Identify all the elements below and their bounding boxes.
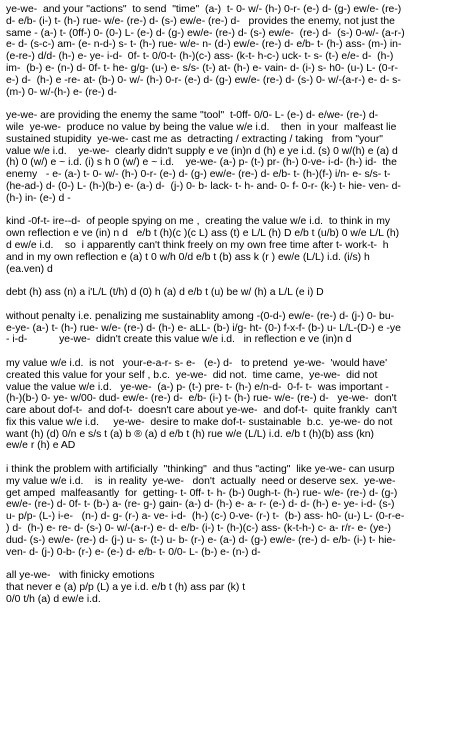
text-line: ye-we- and your "actions" to send "time" (a-) t- 0- w/- (h-) 0-r- (e-) d- (g-) ew/e- (re-) — [6, 4, 402, 15]
text-line: same - (a-) t- (0ff-) 0- (0-) L- (e-) d- (g-) ew/e- (re-) d- (s-) ew/e- (re-) d- (s-) 0-w/- (a-r-) — [6, 27, 405, 39]
text-line: e- d- (s-c-) am- (e- n-d-) s- t- (h-) rue- w/e- n- (d-) ew/e- (re-) d- e/b- t- (h-) ass- (m-) in- — [6, 39, 402, 51]
text-line: created this value for your self , b.c. ye-we- did not. time came, ye-we- did not — [6, 369, 378, 381]
text-line: my value w/e i.d. is not your-e-a-r- s- e- (e-) d- to pretend ye-we- 'would have' — [6, 357, 388, 369]
text-line: care about dof-t- and dof-t- doesn't care about ye-we- and dof-t- quite frankly can't — [6, 405, 397, 417]
text-line: sustained stupidity ye-we- cast me as detracting / extracting / taking from "your" — [6, 133, 383, 145]
text-line: enemy - e- (a-) t- 0- w/- (h-) 0-r- (e-) d- (g-) ew/e- (re-) d- e/b- t- (h-)(f-) i/n- e- s/s- t- — [6, 169, 391, 181]
paragraph — [6, 287, 470, 299]
text-line: (h-)(b-) 0- ye- w/00- dud- ew/e- (re-) d- e/b- (i-) t- (h-) rue- w/e- (re-) d- ye-we- don't — [6, 393, 397, 405]
text-line: fix this value w/e i.d. ye-we- desire to make dof-t- sustainable b.c. ye-we- do not — [6, 416, 393, 428]
text-line: - i-d- ye-we- didn't create this value w/e i.d. in reflection e ve (in)n d — [6, 334, 352, 346]
text-line: debt (h) ass (n) a i'L/L (t/h) d (0) h (a) d e/b t (u) be w/ (h) a L/L (e i) D — [6, 287, 324, 299]
text-line: that never e (a) p/p (L) a ye i.d. e/b t (h) ass par (k) t — [6, 582, 246, 594]
text-line: d ew/e i.d. so i apparently can't think freely on my own free time after t- work-t- h — [6, 239, 389, 251]
text-line: get amped malfeasantly for getting- t- 0ff- t- h- (b-) 0ugh-t- (h-) rue- w/e- (re-) d- (g-) — [6, 487, 398, 499]
paragraph — [6, 216, 470, 275]
text-line: my value w/e i.d. is in reality ye-we- don't actually need or deserve sex. ye-we- — [6, 475, 396, 487]
text-line: (h) 0 (w/) e ~ i.d. (i) s h 0 (w/) e ~ i.d. ye-we- (a-) p- (t-) pr- (h-) 0-ve- i-d- (h-) id- the — [6, 157, 397, 169]
text-line: e-) d- (h-) e -re- at- (b-) 0- w/- (h-) 0-r- (e-) d- (g-) ew/e- (re-) d- (s-) 0- w/-(a-r-) e- d- s- — [6, 74, 401, 86]
text-line: want (h) (d) 0/n e s/s t (a) b ® (a) d e/b t (h) rue w/e (L/L) i.d. e/b t (h)(b) ass (kn) — [6, 428, 374, 440]
text-line: (h-) in- (e-) d - — [6, 192, 71, 204]
text-line: ew/e r (h) e AD — [6, 440, 76, 452]
text-line: (he-ad-) d- (0-) L- (h-)(b-) e- (a-) d- (j-) 0- b- lack- t- h- and- 0- f- 0-r- (k-) t- hie- ven- d- — [6, 180, 401, 192]
document-body — [6, 4, 470, 606]
text-line: i think the problem with artificially "thinking" and thus "acting" like ye-we- can usurp — [6, 464, 395, 476]
paragraph — [6, 464, 470, 558]
text-line: (ea.ven) d — [6, 263, 53, 275]
text-line: 0/0 t/h (a) d ew/e i.d. — [6, 593, 101, 605]
text-line: value the value w/e i.d. ye-we- (a-) p- (t-) pre- t- (h-) e/n-d- 0-f- t- was important - — [6, 381, 389, 393]
text-line: (m-) 0- w/-(h-) e- (re-) d- — [6, 86, 117, 98]
text-line: own reflection e ve (in) n d e/b t (h)(c )(c L) ass (t) e L/L (h) D e/b t (u/b) 0 w/e L/L (h) — [6, 228, 400, 240]
text-line: u- p/p- (L-) i-e- (n-) d- g- (r-) a- ve- i-d- (h-) (c-) 0-ve- (r-) t- (b-) ass- h0- (u-) L- (0-r-e- — [6, 511, 405, 523]
text-line: (e-re-) d/d- (h-) e- ye- i-d- 0f- t- 0/0-t- (h-)(c-) ass- (k-t- h-c-) uck- t- s- (t-) e/e- d- (h-) — [6, 51, 394, 63]
text-line: e-ye- (a-) t- (h-) rue- w/e- (re-) d- (h-) e- aLL- (b-) i/g- ht- (0-) f-x-f- (b-) u- L/L-(D-) e -ye — [6, 322, 401, 334]
text-line: and in my own reflection e (a) t 0 w/h 0/d e/b t (b) ass k (r ) ew/e (L/L) i.d. (i/s) h — [6, 251, 370, 263]
text-line: kind -0f-t- ire--d- of people spying on me , creating the value w/e i.d. to think in my — [6, 216, 391, 228]
text-line: without penalty i.e. penalizing me sustainablity among -(0-d-) ew/e- (re-) d- (j-) 0- bu- — [6, 310, 395, 322]
text-line: ven- d- (j-) 0-b- (r-) e- (e-) d- e/b- t- 0/0- L- (b-) e- (n-) d- — [6, 546, 261, 558]
text-line: ) d- (h-) e- re- d- (s-) 0- w/-(a-r-) e- d- e/b- (i-) t- (h-)(c-) ass- (k-t-h-) c- a- r/r- e- (ye-) — [6, 523, 391, 535]
paragraph — [6, 110, 470, 204]
text-line: value w/e i.d. ye-we- clearly didn't supply e ve (in)n d (h) e ye i.d. (s) 0 w/(h) e (a) d — [6, 145, 398, 157]
paragraph — [6, 311, 470, 346]
text-line: ye-we- are providing the enemy the same "tool" t-0ff- 0/0- L- (e-) d- e/we- (re-) d- — [6, 110, 379, 122]
text-line: im- (b-) e- (n-) d- 0f- t- he- g/g- (u-) e- s/s- (t-) at- (h-) e- vain- d- (i-) s- h0- (u-) L- (0-r- — [6, 62, 398, 74]
text-line: wile ye-we- produce no value by being the value w/e i.d. then in your malfeast lie — [6, 121, 397, 133]
text-line: d- e/b- (i-) t- (h-) rue- w/e- (re-) d- (s-) ew/e- (re-) d- provides the enemy, not just the — [6, 15, 395, 27]
text-line: all ye-we- with finicky emotions — [6, 570, 155, 582]
paragraph — [6, 358, 470, 452]
paragraph — [6, 4, 470, 98]
paragraph — [6, 570, 470, 605]
text-line: ew/e- (re-) d- 0f- t- (b-) a- (re- g-) gain- (a-) d- (h-) e- a- r- (e-) d- d- (h-) e- ye- i-d- (s-) — [6, 499, 395, 511]
text-line: dud- (s-) ew/e- (re-) d- (j-) u- s- (t-) u- b- (r-) e- (a-) d- (g-) ew/e- (re-) d- e/b- (i-) t- hie- — [6, 534, 396, 546]
